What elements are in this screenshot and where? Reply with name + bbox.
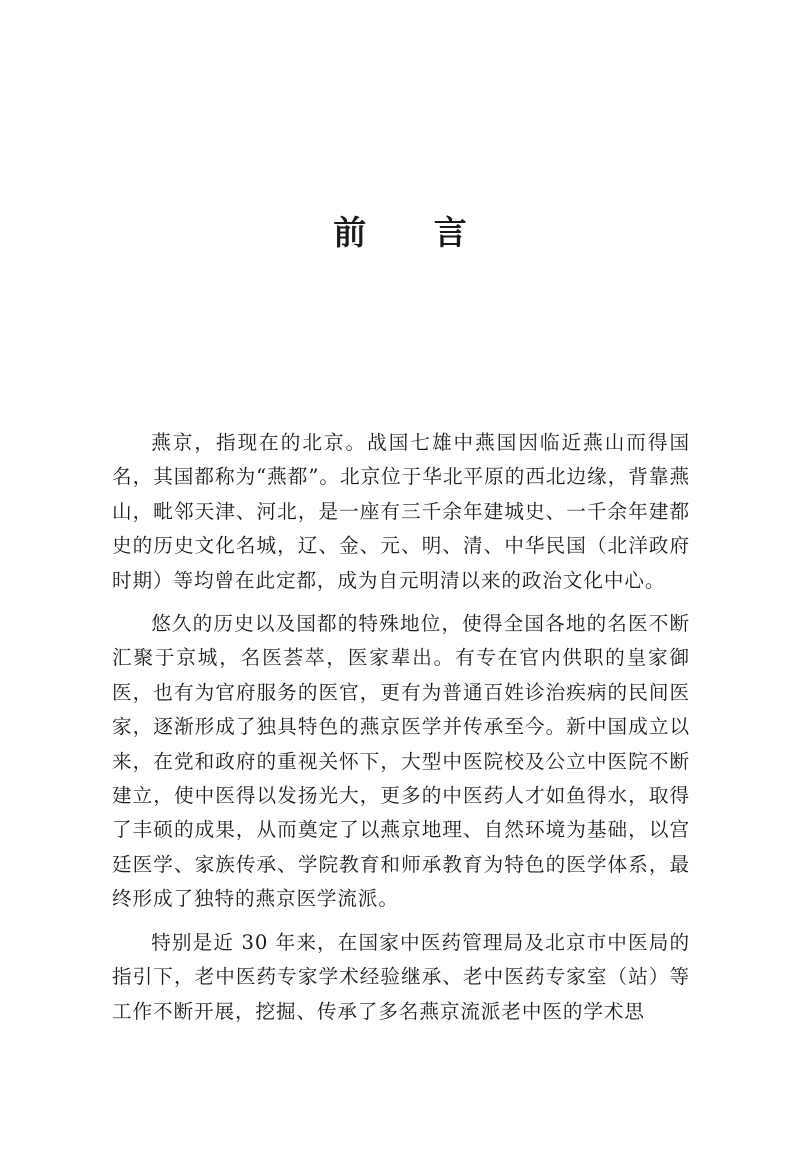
- paragraph: 特别是近 30 年来，在国家中医药管理局及北京市中医局的指引下，老中医药专家学术经验继承、老中医药专家室（站）等工作不断开展，挖掘、传承了多名燕京流派老中医的学术思: [112, 930, 690, 1023]
- page-title: 前 言: [333, 213, 495, 252]
- paragraph: 燕京，指现在的北京。战国七雄中燕国因临近燕山而得国名，其国都称为“燕都”。北京位于华北平原的西北边缘，背靠燕山，毗邻天津、河北，是一座有三千余年建城史、一千余年建都史的历史文化名城，辽、金、元、明、清、中华民国（北洋政府时期）等均曾在此定都，成为自元明清以来的政治文化中心。: [112, 431, 690, 592]
- preface-body: [112, 426, 690, 1038]
- paragraph: 悠久的历史以及国都的特殊地位，使得全国各地的名医不断汇聚于京城，名医荟萃，医家辈出。有专在官内供职的皇家御医，也有为官府服务的医官，更有为普通百姓诊治疾病的民间医家，逐渐形成了独具特色的燕京医学并传承至今。新中国成立以来，在党和政府的重视关怀下，大型中医院校及公立中医院不断建立，使中医得以发扬光大，更多的中医药人才如鱼得水，取得了丰硕的成果，从而奠定了以燕京地理、自然环境为基础，以宫廷医学、家族传承、学院教育和师承教育为特色的医学体系，最终形成了独特的燕京医学流派。: [112, 612, 690, 911]
